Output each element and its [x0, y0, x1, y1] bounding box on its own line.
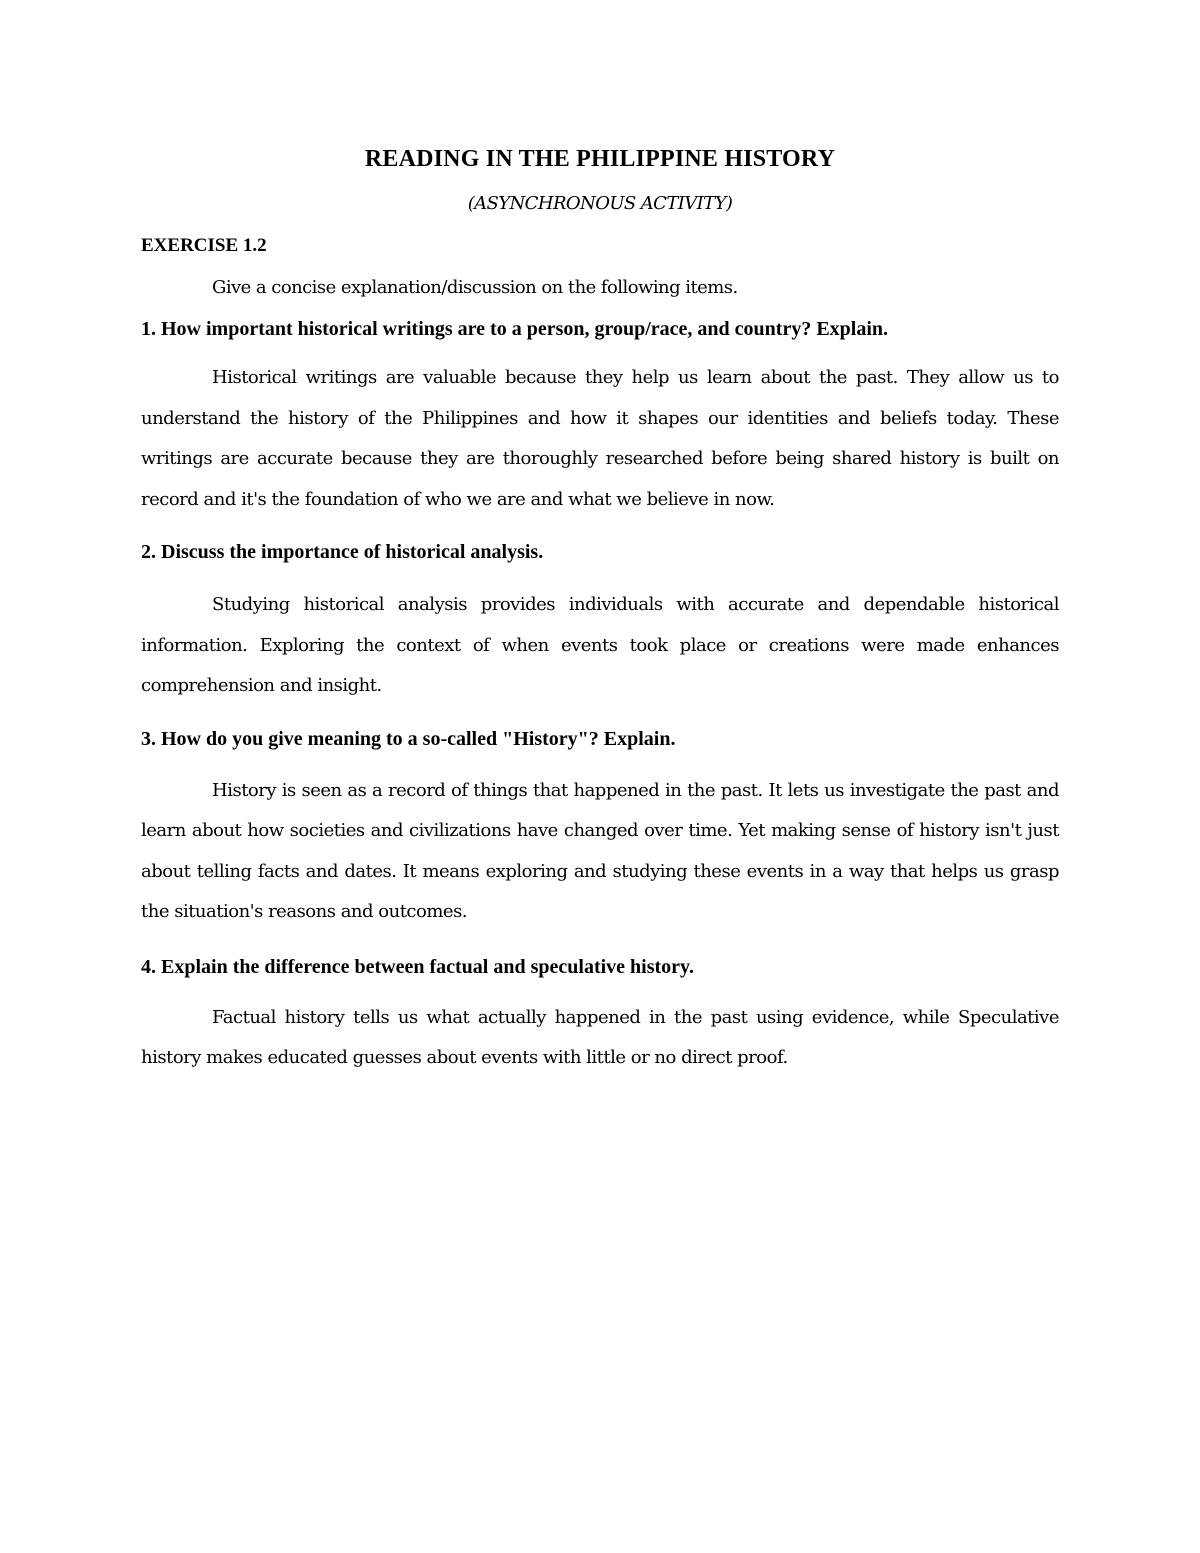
instruction-text: Give a concise explanation/discussion on the following items.	[212, 277, 738, 298]
document-content	[141, 143, 1059, 1079]
answer-3: History is seen as a record of things that happened in the past. It lets us investigate the past and learn about how societies and civilizations have changed over time. Yet making sense of history isn't just about telling facts and dates. It means exploring and studying these events in a way that helps us grasp the situation's reasons and outcomes.	[141, 779, 1059, 922]
question-1: 1. How important historical writings are to a person, group/race, and country? Explain.	[141, 318, 889, 340]
page-subtitle: (ASYNCHRONOUS ACTIVITY)	[467, 193, 733, 214]
answer-1: Historical writings are valuable because they help us learn about the past. They allow us to understand the history of the Philippines and how it shapes our identities and beliefs today. These writings are accurate because they are thoroughly researched before being shared history is built on record and it's the foundation of who we are and what we believe in now.	[141, 367, 1059, 510]
question-4: 4. Explain the difference between factual and speculative history.	[141, 955, 694, 978]
question-3: 3. How do you give meaning to a so-called "History"? Explain.	[141, 727, 676, 750]
answer-2: Studying historical analysis provides individuals with accurate and dependable historical information. Exploring the context of when events took place or creations were made enhances comprehension and insight.	[141, 594, 1059, 696]
question-2: 2. Discuss the importance of historical analysis.	[141, 541, 544, 563]
page-title: READING IN THE PHILIPPINE HISTORY	[364, 146, 836, 172]
answer-4: Factual history tells us what actually happened in the past using evidence, while Speculative history makes educated guesses about events with little or no direct proof.	[141, 1006, 1059, 1068]
exercise-label: EXERCISE 1.2	[141, 235, 267, 256]
